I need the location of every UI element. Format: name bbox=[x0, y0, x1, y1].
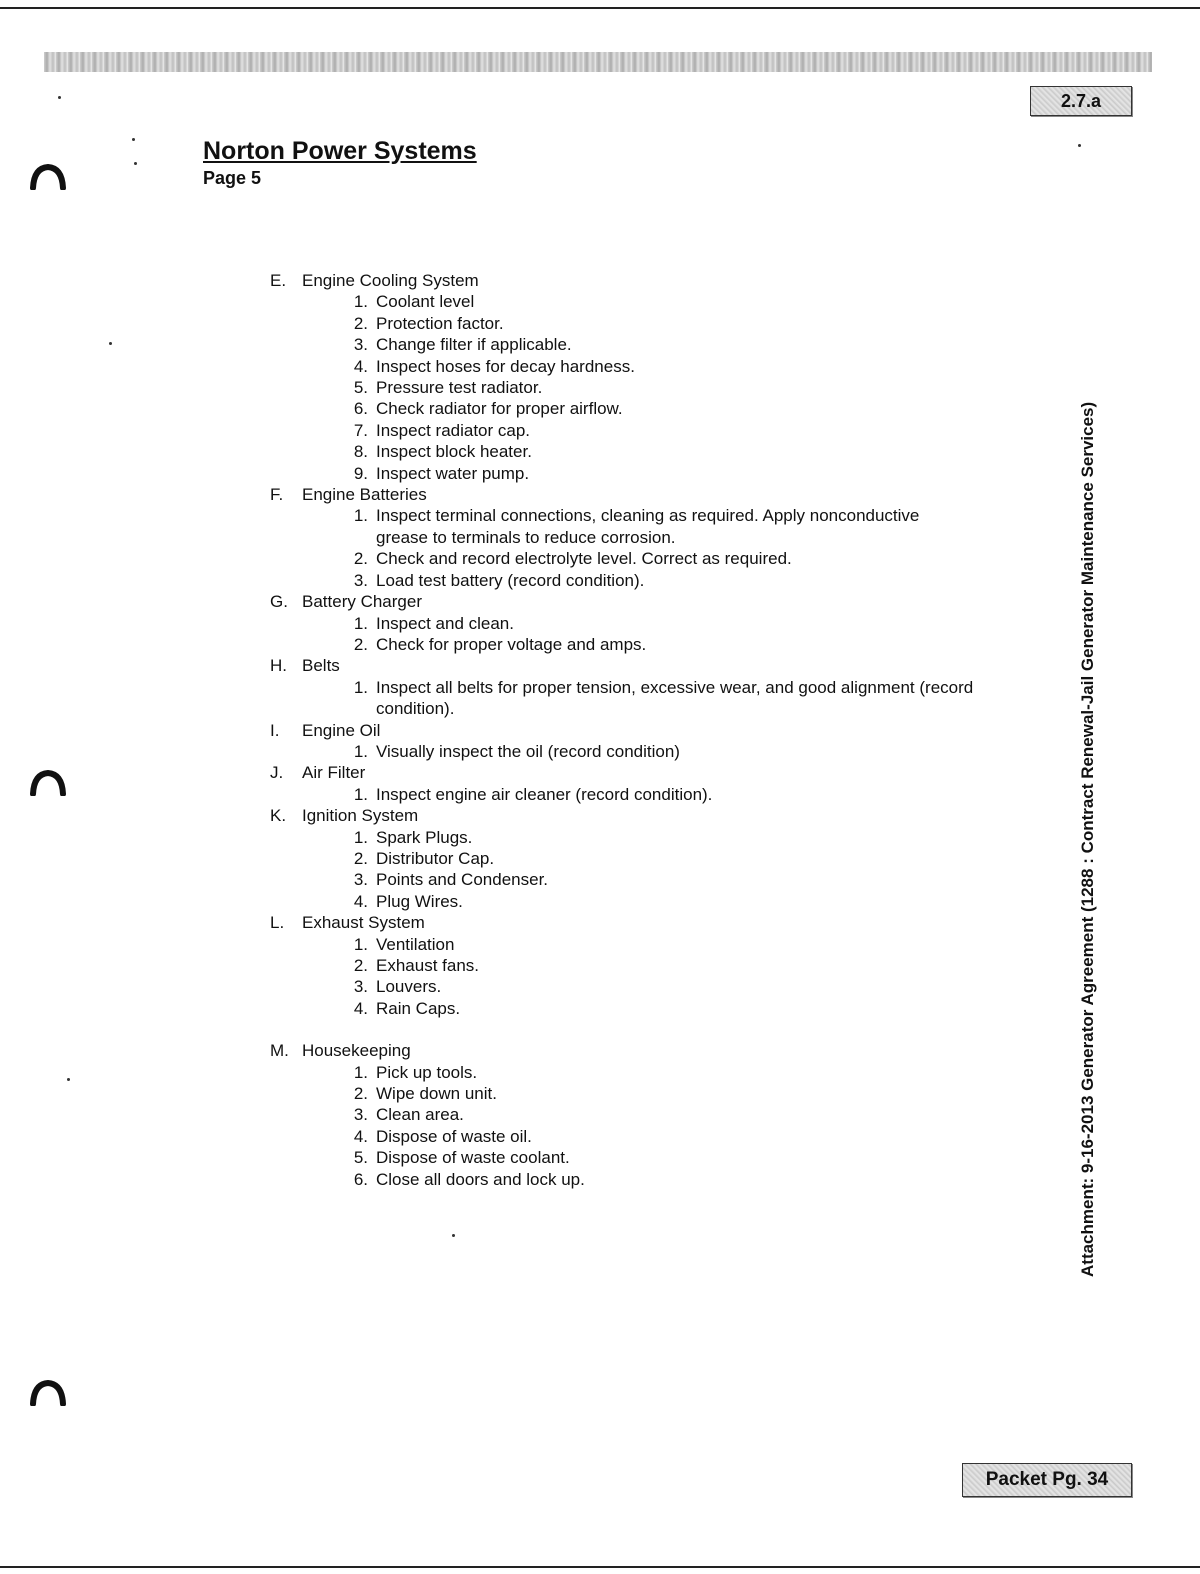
section-letter: L. bbox=[270, 913, 285, 933]
item-number: 6. bbox=[353, 1169, 368, 1189]
item-number: 9. bbox=[353, 463, 368, 483]
item-text: Visually inspect the oil (record condition) bbox=[376, 741, 680, 761]
attachment-side-note: Attachment: 9-16-2013 Generator Agreement (1288 : Contract Renewal-Jail Generator Maintenance Services) bbox=[1078, 401, 1097, 1277]
item-number: 2. bbox=[353, 313, 368, 333]
list-item bbox=[270, 570, 1030, 591]
list-item bbox=[270, 1104, 1030, 1125]
item-text: Protection factor. bbox=[376, 313, 504, 333]
section-title: Battery Charger bbox=[302, 592, 422, 612]
binder-hole-icon bbox=[30, 164, 66, 190]
list-item bbox=[270, 334, 1030, 355]
top-border-line bbox=[0, 7, 1200, 9]
item-number: 1. bbox=[353, 613, 368, 633]
item-text: Spark Plugs. bbox=[376, 827, 473, 847]
item-number: 2. bbox=[353, 1084, 368, 1104]
item-text: Wipe down unit. bbox=[376, 1084, 497, 1104]
section-title: Ignition System bbox=[302, 806, 419, 826]
list-item bbox=[270, 869, 1030, 890]
item-number: 1. bbox=[353, 1062, 368, 1082]
scan-speck bbox=[1078, 144, 1081, 147]
item-number: 1. bbox=[353, 784, 368, 804]
list-item bbox=[270, 291, 1030, 312]
list-item bbox=[270, 548, 1030, 569]
packet-page-stamp: Packet Pg. 34 bbox=[962, 1463, 1132, 1497]
list-item bbox=[270, 998, 1030, 1019]
list-item bbox=[270, 934, 1030, 955]
list-item bbox=[270, 677, 1030, 720]
scan-speck bbox=[134, 162, 137, 165]
section-title: Housekeeping bbox=[302, 1041, 411, 1061]
list-item bbox=[270, 955, 1030, 976]
item-text: Clean area. bbox=[376, 1105, 464, 1125]
item-text: Check radiator for proper airflow. bbox=[376, 399, 623, 419]
item-text: Inspect engine air cleaner (record condition). bbox=[376, 784, 713, 804]
section-title: Exhaust System bbox=[302, 913, 425, 933]
item-number: 8. bbox=[353, 442, 368, 462]
list-item bbox=[270, 1126, 1030, 1147]
item-text: Inspect hoses for decay hardness. bbox=[376, 356, 635, 376]
scan-speck bbox=[109, 342, 112, 345]
item-text: Exhaust fans. bbox=[376, 956, 480, 975]
item-text: Plug Wires. bbox=[376, 891, 463, 911]
section-title: Belts bbox=[302, 656, 340, 676]
section-heading bbox=[270, 484, 1030, 505]
list-item bbox=[270, 848, 1030, 869]
item-text: Check and record electrolyte level. Correct as required. bbox=[376, 549, 792, 569]
list-item bbox=[270, 784, 1030, 805]
list-item bbox=[270, 1169, 1030, 1190]
page-label: Page 5 bbox=[203, 168, 262, 188]
list-item bbox=[270, 827, 1030, 848]
scan-speck bbox=[452, 1234, 455, 1237]
scan-speck bbox=[58, 96, 61, 99]
item-number: 4. bbox=[353, 1126, 368, 1146]
item-text: Inspect all belts for proper tension, excessive wear, and good alignment (record condition). bbox=[376, 677, 974, 719]
list-item bbox=[270, 398, 1030, 419]
list-item bbox=[270, 613, 1030, 634]
binder-hole-icon bbox=[30, 770, 66, 796]
list-item bbox=[270, 1147, 1030, 1168]
spacer bbox=[270, 1019, 1030, 1040]
list-item bbox=[270, 356, 1030, 377]
item-number: 1. bbox=[353, 827, 368, 847]
section-title: Engine Oil bbox=[302, 720, 381, 740]
item-text: Load test battery (record condition). bbox=[376, 570, 645, 590]
item-text: Dispose of waste coolant. bbox=[376, 1148, 570, 1168]
item-text: Check for proper voltage and amps. bbox=[376, 634, 647, 654]
item-text: Pick up tools. bbox=[376, 1062, 478, 1082]
item-number: 4. bbox=[353, 998, 368, 1018]
item-number: 3. bbox=[353, 570, 368, 590]
section-letter: E. bbox=[270, 271, 287, 290]
list-item bbox=[270, 420, 1030, 441]
item-number: 3. bbox=[353, 1105, 368, 1125]
item-number: 1. bbox=[353, 506, 368, 526]
section-letter: F. bbox=[270, 485, 284, 505]
scan-speck bbox=[67, 1078, 70, 1081]
section-heading bbox=[270, 762, 1030, 783]
item-number: 3. bbox=[353, 870, 368, 890]
section-heading bbox=[270, 912, 1030, 933]
item-text: Distributor Cap. bbox=[376, 848, 495, 868]
list-item bbox=[270, 505, 1030, 548]
item-number: 6. bbox=[353, 399, 368, 419]
item-text: Inspect radiator cap. bbox=[376, 420, 531, 440]
scan-header-band bbox=[44, 52, 1152, 72]
list-item bbox=[270, 1083, 1030, 1104]
item-number: 1. bbox=[353, 934, 368, 954]
bottom-border-line bbox=[0, 1566, 1200, 1568]
section-heading bbox=[270, 655, 1030, 676]
section-title: Engine Batteries bbox=[302, 485, 427, 505]
section-letter: G. bbox=[270, 592, 288, 612]
item-number: 3. bbox=[353, 335, 368, 355]
section-heading bbox=[270, 805, 1030, 826]
item-number: 5. bbox=[353, 1148, 368, 1168]
item-number: 2. bbox=[353, 848, 368, 868]
list-item bbox=[270, 1062, 1030, 1083]
item-number: 2. bbox=[353, 956, 368, 975]
section-heading bbox=[270, 591, 1030, 612]
item-number: 4. bbox=[353, 356, 368, 376]
maintenance-outline bbox=[270, 270, 1030, 1190]
section-title: Engine Cooling System bbox=[302, 271, 479, 290]
section-letter: J. bbox=[270, 763, 284, 783]
section-heading bbox=[270, 720, 1030, 741]
agenda-item-stamp: 2.7.a bbox=[1030, 86, 1132, 116]
item-text: Change filter if applicable. bbox=[376, 335, 572, 355]
item-text: Inspect block heater. bbox=[376, 442, 532, 462]
item-text: Dispose of waste oil. bbox=[376, 1126, 532, 1146]
item-number: 5. bbox=[353, 378, 368, 398]
section-letter: H. bbox=[270, 656, 287, 676]
item-text: Points and Condenser. bbox=[376, 870, 549, 890]
section-title: Air Filter bbox=[302, 763, 366, 783]
section-heading bbox=[270, 1040, 1030, 1061]
section-letter: K. bbox=[270, 806, 287, 826]
item-number: 1. bbox=[353, 292, 368, 312]
item-text: Inspect and clean. bbox=[376, 613, 514, 633]
item-number: 2. bbox=[353, 634, 368, 654]
item-number: 3. bbox=[353, 977, 368, 997]
list-item bbox=[270, 741, 1030, 762]
item-number: 7. bbox=[353, 420, 368, 440]
section-letter: M. bbox=[270, 1041, 289, 1061]
item-text: Rain Caps. bbox=[376, 998, 461, 1018]
item-text: Inspect terminal connections, cleaning as required. Apply nonconductive grease to terminals to reduce corrosion. bbox=[376, 506, 920, 547]
item-number: 2. bbox=[353, 549, 368, 569]
list-item bbox=[270, 634, 1030, 655]
list-item bbox=[270, 891, 1030, 912]
scan-speck bbox=[132, 138, 135, 141]
item-text: Ventilation bbox=[376, 934, 455, 954]
item-text: Inspect water pump. bbox=[376, 463, 530, 483]
list-item bbox=[270, 313, 1030, 334]
company-title: Norton Power Systems bbox=[203, 137, 477, 165]
item-number: 1. bbox=[353, 741, 368, 761]
item-text: Coolant level bbox=[376, 292, 475, 312]
item-text: Close all doors and lock up. bbox=[376, 1169, 585, 1189]
list-item bbox=[270, 463, 1030, 484]
section-letter: I. bbox=[270, 720, 280, 740]
list-item bbox=[270, 441, 1030, 462]
list-item bbox=[270, 976, 1030, 997]
binder-hole-icon bbox=[30, 1380, 66, 1406]
item-number: 4. bbox=[353, 891, 368, 911]
item-text: Pressure test radiator. bbox=[376, 378, 543, 398]
item-number: 1. bbox=[353, 677, 368, 697]
section-heading bbox=[270, 270, 1030, 291]
list-item bbox=[270, 377, 1030, 398]
item-text: Louvers. bbox=[376, 977, 442, 997]
